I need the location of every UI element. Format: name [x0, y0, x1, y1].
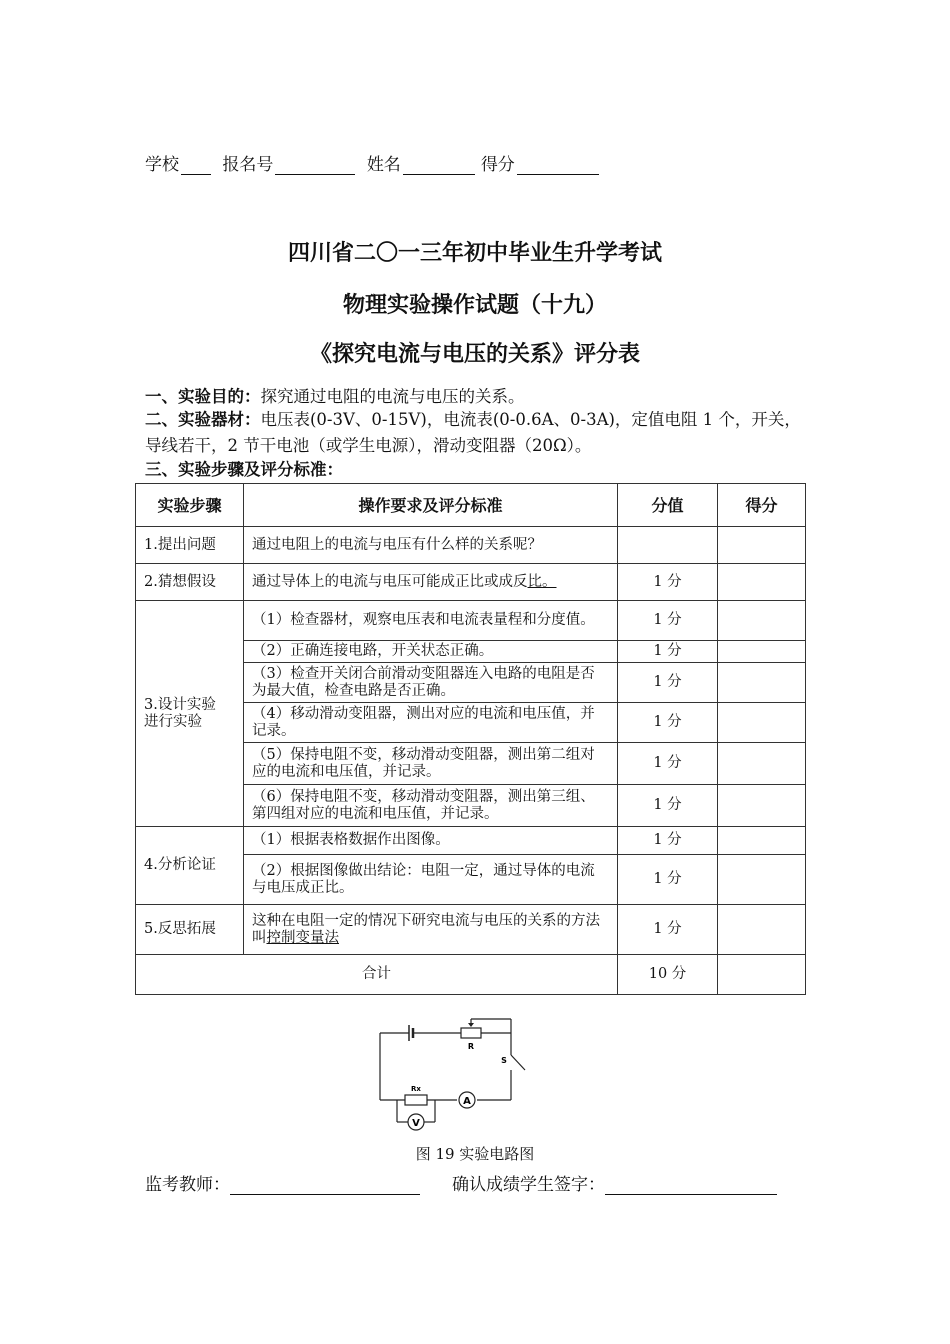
step-points: 1 分 [618, 703, 718, 743]
student-signature [452, 1170, 777, 1195]
figure-caption: 图 19 实验电路图 [415, 1145, 535, 1163]
step-name: 2.猜想假设 [136, 564, 244, 601]
header-requirement: 操作要求及评分标准 [244, 484, 618, 527]
name-blank[interactable] [403, 156, 475, 175]
step-requirement: （4）移动滑动变阻器，测出对应的电流和电压值，并记录。 [244, 703, 618, 743]
step-score-cell[interactable] [718, 855, 806, 905]
step-points: 1 分 [618, 601, 718, 641]
step-requirement: 通过电阻上的电流与电压有什么样的关系呢？ [244, 527, 618, 564]
step-name-line1: 3.设计实验 [144, 696, 216, 713]
table-row [136, 601, 806, 641]
step-points: 1 分 [618, 855, 718, 905]
step-points: 1 分 [618, 785, 718, 827]
teacher-label: 监考教师： [145, 1175, 230, 1195]
step-requirement [244, 905, 618, 955]
step-score-cell[interactable] [718, 601, 806, 641]
step-points: 1 分 [618, 905, 718, 955]
step-requirement: （2）根据图像做出结论：电阻一定，通过导体的电流与电压成正比。 [244, 855, 618, 905]
total-points: 10 分 [618, 955, 718, 995]
equipment-line-2: 导线若干，2 节干电池（或学生电源），滑动变阻器（20Ω）。 [145, 436, 592, 455]
voltmeter-icon [408, 1114, 424, 1130]
step-requirement [244, 564, 618, 601]
name-label: 姓名 [366, 155, 401, 175]
step-name-line2: 进行实验 [144, 713, 202, 730]
step-score-cell[interactable] [718, 905, 806, 955]
step-points: 1 分 [618, 827, 718, 855]
step-requirement: （5）保持电阻不变，移动滑动变阻器，测出第二组对应的电流和电压值，并记录。 [244, 743, 618, 785]
requirement-underlined: 比。 [527, 573, 557, 590]
header-info-line [145, 150, 605, 175]
scoring-table [135, 483, 806, 995]
step-requirement: （1）检查器材，观察电压表和电流表量程和分度值。 [244, 601, 618, 641]
step-name: 1.提出问题 [136, 527, 244, 564]
exam-subtitle: 物理实验操作试题（十九） [342, 293, 607, 318]
switch-label: S [501, 1056, 507, 1065]
step-score-cell[interactable] [718, 785, 806, 827]
step-score-cell[interactable] [718, 527, 806, 564]
total-label: 合计 [136, 955, 618, 995]
step-points: 1 分 [618, 641, 718, 663]
table-total-row [136, 955, 806, 995]
step-points: 1 分 [618, 663, 718, 703]
table-header-row [136, 484, 806, 527]
resistor-label: Rx [411, 1085, 421, 1093]
purpose-label: 一、实验目的： [145, 387, 261, 406]
student-signature-line[interactable] [605, 1176, 777, 1195]
step-points: 1 分 [618, 564, 718, 601]
step-score-cell[interactable] [718, 743, 806, 785]
step-score-cell[interactable] [718, 703, 806, 743]
steps-line [145, 456, 343, 480]
table-row [136, 564, 806, 601]
step-score-cell[interactable] [718, 641, 806, 663]
school-blank[interactable] [181, 156, 211, 175]
step-points: 1 分 [618, 743, 718, 785]
steps-label: 三、实验步骤及评分标准： [145, 460, 343, 479]
step-name: 4.分析论证 [136, 827, 244, 905]
requirement-text: 这种在电阻一定的情况下研究电流与电压的关系的方法叫 [252, 912, 600, 946]
step-requirement: （6）保持电阻不变，移动滑动变阻器，测出第三组、第四组对应的电流和电压值，并记录。 [244, 785, 618, 827]
step-score-cell[interactable] [718, 827, 806, 855]
reg-blank[interactable] [275, 156, 355, 175]
voltmeter-label: V [412, 1118, 420, 1129]
rheostat-label: R [467, 1042, 475, 1051]
step-requirement: （2）正确连接电路，开关状态正确。 [244, 641, 618, 663]
table-row [136, 827, 806, 855]
requirement-text: 通过导体上的电流与电压可能成正比或成反 [252, 573, 528, 590]
purpose-text: 探究通过电阻的电流与电压的关系。 [260, 387, 525, 406]
step-name: 5.反思拓展 [136, 905, 244, 955]
reg-label: 报名号 [222, 155, 274, 175]
equipment-text: 电压表(0-3V、0-15V)，电流表(0-0.6A、0-3A)，定值电阻 1 个，开关， [260, 410, 801, 429]
exam-title: 四川省二〇一三年初中毕业生升学考试 [287, 241, 662, 266]
equipment-label: 二、实验器材： [145, 410, 261, 429]
step-requirement: （1）根据表格数据作出图像。 [244, 827, 618, 855]
circuit-diagram [375, 1015, 535, 1137]
score-blank[interactable] [517, 156, 599, 175]
header-points: 分值 [618, 484, 718, 527]
table-row [136, 905, 806, 955]
header-score: 得分 [718, 484, 806, 527]
purpose-line [145, 383, 525, 407]
step-name [136, 601, 244, 827]
student-label: 确认成绩学生签字： [452, 1175, 605, 1195]
header-step: 实验步骤 [136, 484, 244, 527]
step-requirement: （3）检查开关闭合前滑动变阻器连入电路的电阻是否为最大值，检查电路是否正确。 [244, 663, 618, 703]
table-row [136, 527, 806, 564]
ammeter-label: A [463, 1096, 471, 1107]
requirement-underlined: 控制变量法 [266, 929, 339, 946]
ammeter-icon [459, 1092, 475, 1108]
step-points [618, 527, 718, 564]
total-score-cell[interactable] [718, 955, 806, 995]
equipment-line [145, 406, 801, 430]
slider-arrow-icon [468, 1023, 474, 1027]
step-score-cell[interactable] [718, 564, 806, 601]
sheet-title: 《探究电流与电压的关系》评分表 [309, 342, 640, 367]
teacher-signature [145, 1170, 420, 1195]
step-score-cell[interactable] [718, 663, 806, 703]
teacher-signature-line[interactable] [230, 1176, 420, 1195]
school-label: 学校 [145, 155, 179, 175]
score-label: 得分 [480, 155, 515, 175]
